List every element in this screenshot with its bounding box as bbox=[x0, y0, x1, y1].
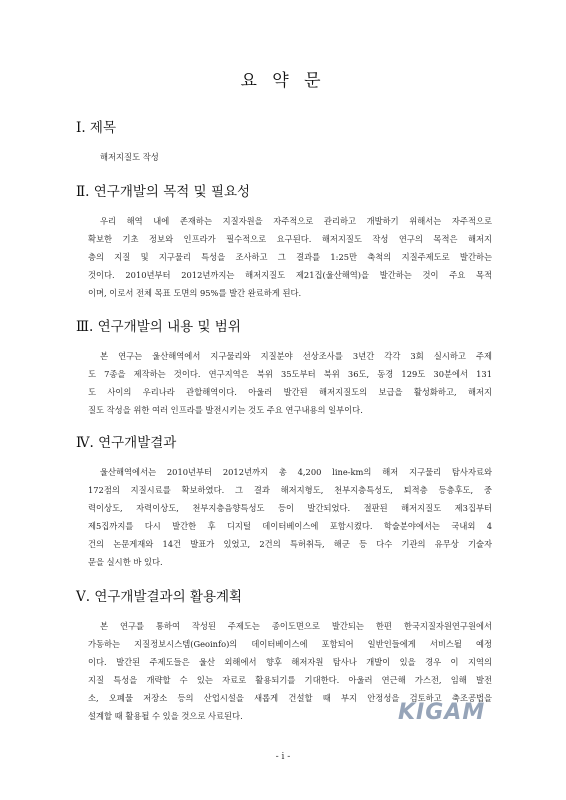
page-number: - i - bbox=[275, 752, 291, 762]
paragraph-line: 본 연구는 울산해역에서 지구물리와 지질분야 선상조사를 3년간 각각 3회 실시하고 주제 bbox=[100, 351, 492, 361]
paragraph-line: 우리 해역 내에 존재하는 지질자원을 자주적으로 관리하고 개발하기 위해서는 자주적으로 bbox=[100, 216, 492, 226]
paragraph-line: 울산해역에서는 2010년부터 2012년까지 총 4,200 line-km의 해저 지구물리 탐사자료와 bbox=[100, 467, 492, 477]
paragraph-line: 가동하는 지질정보시스템(Geoinfo)의 데이터베이스에 포함되어 일반인들에게 서비스될 예정 bbox=[88, 639, 492, 649]
section-heading-1: Ⅰ. 제목 bbox=[76, 120, 116, 136]
paragraph-line: 질도 작성을 위한 여러 인프라를 발전시키는 것도 주요 연구내용의 일부이다. bbox=[88, 405, 363, 415]
paragraph-line: 력이상도, 자력이상도, 천부지층음향특성도 등이 발간되었다. 절판된 해저지질도 제3집부터 bbox=[88, 503, 492, 513]
section-heading-2: Ⅱ. 연구개발의 목적 및 필요성 bbox=[76, 184, 251, 200]
section-heading-5: Ⅴ. 연구개발결과의 활용계획 bbox=[76, 589, 243, 605]
section-heading-4: Ⅳ. 연구개발결과 bbox=[76, 435, 177, 451]
paragraph-line: 소, 오폐물 저장소 등의 산업시설을 새롭게 건설할 때 부지 안정성을 검토하고 축조공법을 bbox=[88, 693, 492, 703]
paragraph-line: 문을 실시한 바 있다. bbox=[88, 557, 163, 567]
section-1-text: 해저지질도 작성 bbox=[100, 152, 159, 162]
paragraph-line: 건의 논문게재와 14건 발표가 있었고, 2건의 특허취득, 해군 등 다수 기관의 유무상 기술자 bbox=[88, 539, 492, 549]
paragraph-line: 도 7종을 제작하는 것이다. 연구지역은 북위 35도부터 북위 36도, 동경 129도 30분에서 131 bbox=[88, 369, 492, 379]
kigam-logo: KIGAM bbox=[398, 700, 486, 725]
paragraph-line: 제5집까지를 다시 발간한 후 디지털 데이터베이스에 포함시켰다. 학술분야에서는 국내외 4 bbox=[88, 521, 492, 531]
page-title: 요 약 문 bbox=[240, 71, 326, 91]
paragraph-line: 설계할 때 활용될 수 있을 것으로 사료된다. bbox=[88, 711, 243, 721]
paragraph-line: 본 연구를 통하여 작성된 주제도는 종이도면으로 발간되는 한편 한국지질자원연구원에서 bbox=[100, 621, 492, 631]
paragraph-line: 이며, 이로서 전체 목표 도면의 95%를 발간 완료하게 된다. bbox=[88, 288, 302, 298]
paragraph-line: 172점의 지질시료를 확보하였다. 그 결과 해저지형도, 천부지층특성도, 퇴적층 등층후도, 중 bbox=[88, 485, 492, 495]
paragraph-line: 층의 지질 및 지구물리 특성을 조사하고 그 결과를 1:25만 축척의 지질주제도로 발간하는 bbox=[88, 252, 492, 262]
paragraph-line: 것이다. 2010년부터 2012년까지는 해저지질도 제21집(울산해역)을 발간하는 것이 주요 목적 bbox=[88, 270, 492, 280]
paragraph-line: 확보한 기초 정보와 인프라가 필수적으로 요구된다. 해저지질도 작성 연구의 목적은 해저지 bbox=[88, 234, 492, 244]
paragraph-line: 도 사이의 우리나라 관할해역이다. 아울러 발간된 해저지질도의 보급을 활성화하고, 해저지 bbox=[88, 387, 492, 397]
paragraph-line: 지질 특성을 개략할 수 있는 자료로 활용되기를 기대한다. 아울러 연근해 가스전, 임해 발전 bbox=[88, 675, 492, 685]
section-heading-3: Ⅲ. 연구개발의 내용 및 범위 bbox=[76, 319, 241, 335]
paragraph-line: 이다. 발간된 주제도들은 울산 외해에서 향후 해저자원 탐사나 개발이 있을 경우 이 지역의 bbox=[88, 657, 492, 667]
